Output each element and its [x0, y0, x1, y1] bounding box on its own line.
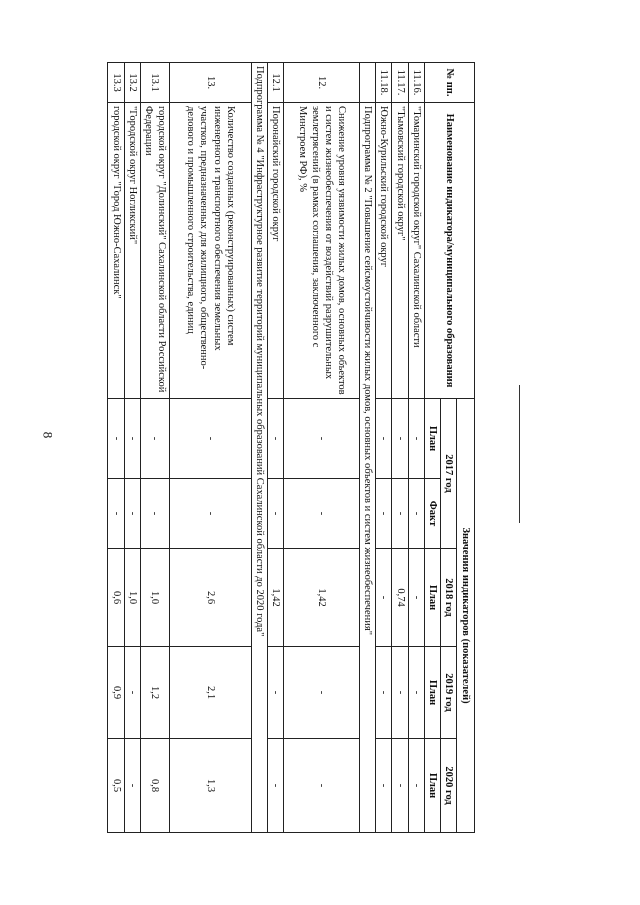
- value-2017-fact: -: [284, 479, 360, 549]
- indicators-table: [108, 62, 476, 833]
- table-row: [108, 63, 124, 833]
- value-2018-plan: -: [408, 549, 424, 647]
- value-2017-plan: -: [268, 399, 284, 479]
- value-2020-plan: -: [268, 739, 284, 833]
- value-2020-plan: -: [376, 739, 392, 833]
- header-values-group: Значения индикаторов (показателей): [457, 399, 475, 833]
- value-2017-plan: -: [140, 399, 169, 479]
- value-2018-plan: 1,0: [140, 549, 169, 647]
- value-2017-fact: -: [268, 479, 284, 549]
- value-2017-fact: -: [108, 479, 124, 549]
- row-number: 11.18.: [376, 63, 392, 103]
- indicator-name: Поронайский городской округ: [268, 103, 284, 399]
- value-2017-fact: -: [140, 479, 169, 549]
- row-number: 13.2: [124, 63, 140, 103]
- header-year-2020: 2020 год: [440, 739, 456, 833]
- table-header: [424, 63, 474, 833]
- value-2017-plan: -: [392, 399, 408, 479]
- indicator-name: городской округ "Долинский" Сахалинской области Российской Федерации: [140, 103, 169, 399]
- value-2019-plan: -: [392, 647, 408, 739]
- value-2018-plan: 1,42: [268, 549, 284, 647]
- value-2017-plan: -: [284, 399, 360, 479]
- value-2019-plan: 0,9: [108, 647, 124, 739]
- value-2020-plan: -: [408, 739, 424, 833]
- value-2017-plan: -: [108, 399, 124, 479]
- row-number: 13.: [170, 63, 252, 103]
- indicator-name: Снижение уровня уязвимости жилых домов, основных объектов и систем жизнеобеспечения от воздействий разрушительных землетрясений (в рамках соглашения, заключенного с Минстроем РФ), %: [284, 103, 360, 399]
- row-number: 13.3: [108, 63, 124, 103]
- table-row: [408, 63, 424, 833]
- row-number: 11.16.: [408, 63, 424, 103]
- value-2019-plan: -: [284, 647, 360, 739]
- value-2019-plan: -: [408, 647, 424, 739]
- table-row: [124, 63, 140, 833]
- value-2020-plan: -: [392, 739, 408, 833]
- indicator-name: Южно-Курильский городской округ: [376, 103, 392, 399]
- indicator-name: Количество созданных (реконструированных) систем инженерного и транспортного обеспечения земельных участков, предназначенных для жилищного, общественно-делового и промышленного строительства, единиц: [170, 103, 252, 399]
- header-num: № пп.: [424, 63, 474, 103]
- table-row: [268, 63, 284, 833]
- value-2020-plan: 1,3: [170, 739, 252, 833]
- value-2019-plan: -: [124, 647, 140, 739]
- header-2017-plan: План: [424, 399, 440, 479]
- value-2018-plan: -: [376, 549, 392, 647]
- header-year-2019: 2019 год: [440, 647, 456, 739]
- value-2017-fact: -: [170, 479, 252, 549]
- value-2018-plan: 1,0: [124, 549, 140, 647]
- page-number: 8: [40, 431, 56, 439]
- value-2020-plan: 0,8: [140, 739, 169, 833]
- table-row: [360, 63, 376, 833]
- value-2019-plan: 1,2: [140, 647, 169, 739]
- section-title: Подпрограмма № 4 "Инфраструктурное развитие территорий муниципальных образований Сахалинской области до 2020 года": [252, 63, 268, 833]
- table-row: [392, 63, 408, 833]
- value-2018-plan: 2,6: [170, 549, 252, 647]
- header-2019-plan: План: [424, 647, 440, 739]
- header-year-2017: 2017 год: [440, 399, 456, 549]
- value-2017-fact: -: [124, 479, 140, 549]
- row-number: 12.: [284, 63, 360, 103]
- header-2017-fact: Факт: [424, 479, 440, 549]
- value-2017-plan: -: [376, 399, 392, 479]
- value-2020-plan: 0,5: [108, 739, 124, 833]
- table-body: [108, 63, 424, 833]
- table-row: [140, 63, 169, 833]
- value-2017-plan: -: [408, 399, 424, 479]
- row-number: 12.1: [268, 63, 284, 103]
- indicator-name: "Тымовский городской округ": [392, 103, 408, 399]
- subprogram-title: Подпрограмма № 2 "Повышение сейсмоустойчивости жилых домов, основных объектов и систем жизнеобеспечения": [360, 103, 376, 833]
- value-2017-plan: -: [170, 399, 252, 479]
- value-2018-plan: 1,42: [284, 549, 360, 647]
- value-2019-plan: -: [376, 647, 392, 739]
- value-2020-plan: -: [124, 739, 140, 833]
- value-2020-plan: -: [284, 739, 360, 833]
- row-number: 11.17.: [392, 63, 408, 103]
- table-row: [170, 63, 252, 833]
- table-row: [252, 63, 268, 833]
- value-2019-plan: 2,1: [170, 647, 252, 739]
- margin-line: [519, 385, 520, 523]
- row-number: [360, 63, 376, 103]
- indicator-name: "Томаринский городской округ" Сахалинской области: [408, 103, 424, 399]
- header-2020-plan: План: [424, 739, 440, 833]
- value-2018-plan: 0,6: [108, 549, 124, 647]
- value-2017-fact: -: [376, 479, 392, 549]
- row-number: 13.1: [140, 63, 169, 103]
- header-name: Наименование индикатора/муниципального образования: [424, 103, 474, 399]
- indicators-table-wrapper: [110, 62, 475, 832]
- value-2019-plan: -: [268, 647, 284, 739]
- value-2018-plan: 0,74: [392, 549, 408, 647]
- header-2018-plan: План: [424, 549, 440, 647]
- header-year-2018: 2018 год: [440, 549, 456, 647]
- table-row: [284, 63, 360, 833]
- value-2017-plan: -: [124, 399, 140, 479]
- table-row: [376, 63, 392, 833]
- indicator-name: "Городской округ Ногликский": [124, 103, 140, 399]
- value-2017-fact: -: [408, 479, 424, 549]
- indicator-name: городской округ "Город Южно-Сахалинск": [108, 103, 124, 399]
- value-2017-fact: -: [392, 479, 408, 549]
